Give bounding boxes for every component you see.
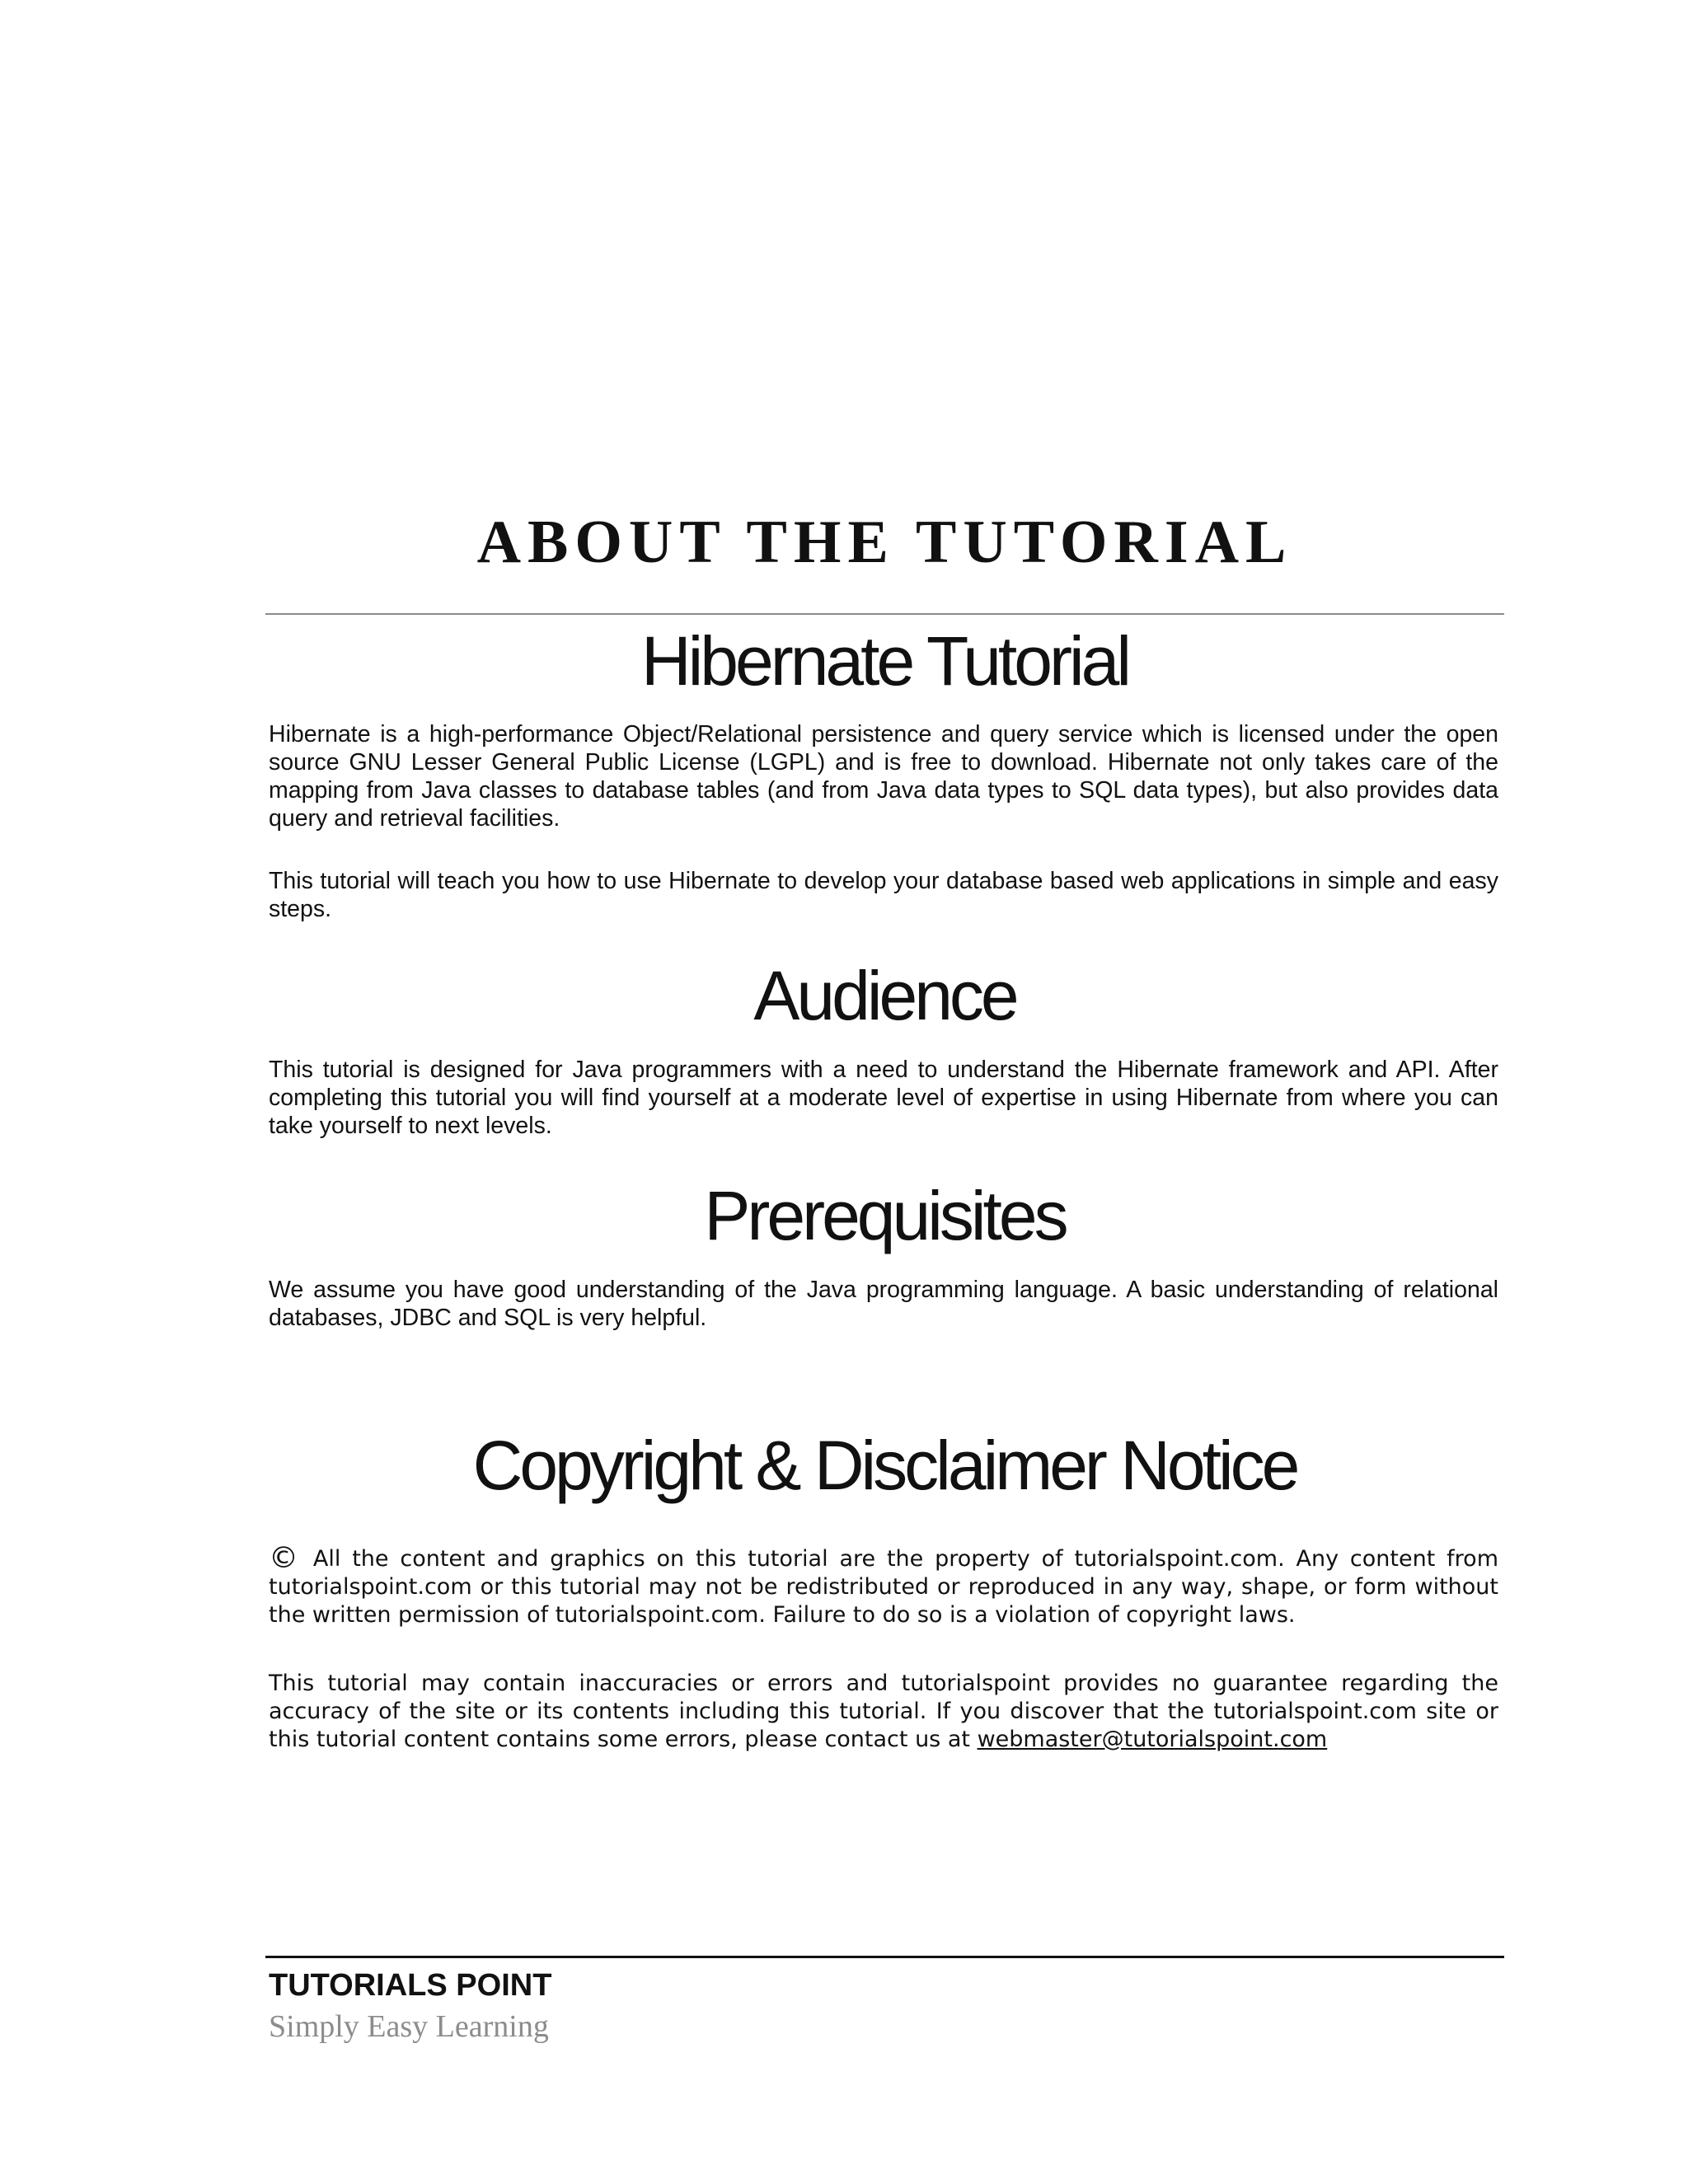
title-divider [265,613,1504,615]
intro-paragraph: Hibernate is a high-performance Object/Relational persistence and query service which is licensed under the open source GNU Lesser General Public License (LGPL) and is free to download. Hibernate not only takes care of the mapping from Java classes to database tables (and from Java data types to SQL data types), but also provides data query and retrieval facilities. [269,721,1498,832]
copyright-heading: Copyright & Disclaimer Notice [472,1427,1297,1504]
prerequisites-paragraph: We assume you have good understanding of the Java programming language. A basic understanding of relational databases, JDBC and SQL is very helpful. [269,1277,1498,1331]
copyright-icon: © [269,1541,298,1575]
disclaimer-text: This tutorial may contain inaccuracies or errors and tutorialspoint provides no guarantee regarding the accuracy of the site or its contents including this tutorial. If you discover that the tutorialspoint.com site or this tutorial content contains some errors, please contact us at [269,1671,1498,1752]
audience-heading: Audience [753,957,1016,1034]
copyright-text: All the content and graphics on this tutorial are the property of tutorialspoint.com. Any content from tutorialspoint.com or this tutorial may not be redistributed or reproduced in any way, shape, or form without the written permission of tutorialspoint.com. Failure to do so is a violation of copyright laws. [269,1546,1498,1628]
footer-brand: TUTORIALS POINT [269,1968,552,2003]
footer-divider [265,1956,1504,1958]
hibernate-tutorial-heading: Hibernate Tutorial [640,622,1129,700]
prerequisites-heading: Prerequisites [704,1177,1066,1254]
audience-paragraph: This tutorial is designed for Java programmers with a need to understand the Hibernate framework and API. After completing this tutorial you will find yourself at a moderate level of expertise in using Hibernate from where you can take yourself to next levels. [269,1057,1498,1139]
copyright-paragraph [269,1541,1498,1629]
document-title: ABOUT THE TUTORIAL [476,509,1293,576]
contact-email-link[interactable]: webmaster@tutorialspoint.com [977,1727,1328,1752]
tutorial-purpose-paragraph: This tutorial will teach you how to use Hibernate to develop your database based web applications in simple and easy steps. [269,868,1498,922]
disclaimer-paragraph [269,1670,1498,1754]
footer-tagline: Simply Easy Learning [269,2009,549,2044]
